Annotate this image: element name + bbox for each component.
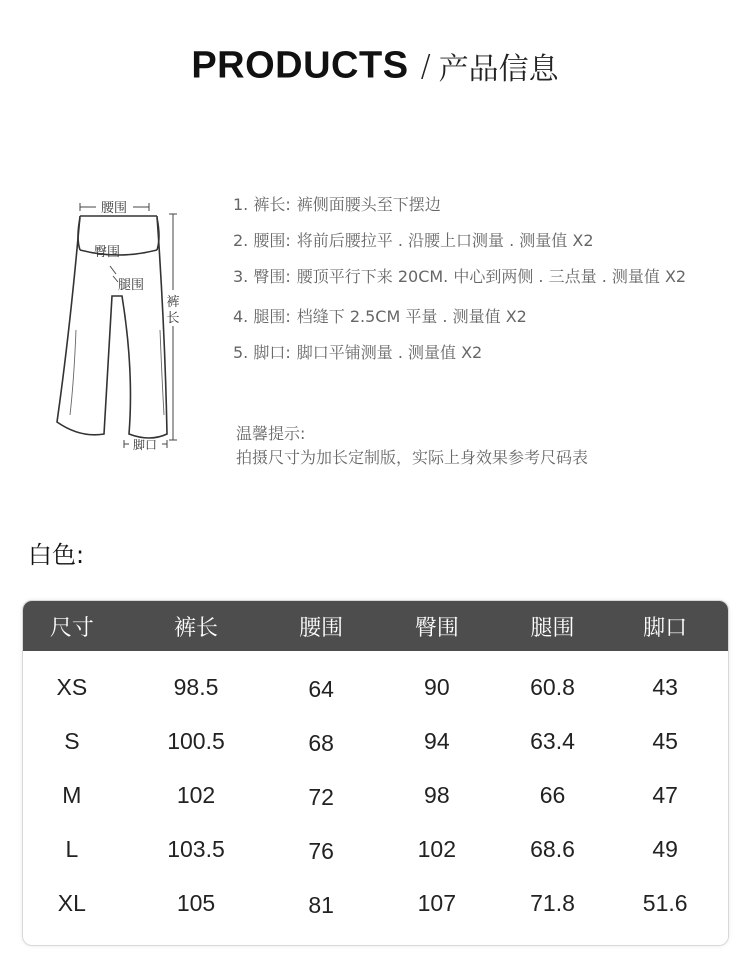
tip-box (236, 422, 588, 470)
length-measure-line (169, 214, 177, 440)
note-hem: 5. 脚口: 脚口平铺测量 . 测量值 X2 (233, 343, 483, 362)
header-waist: 腰围 (299, 615, 344, 641)
header-size: 尺寸 (49, 615, 94, 641)
note-length: 1. 裤长: 裤侧面腰头至下摆边 (233, 195, 441, 214)
table-row: L 103.5 76 102 68.6 49 (65, 835, 678, 864)
title-separator: / (420, 48, 431, 84)
length-label-1: 裤 (166, 295, 180, 310)
hem-label: 脚口 (132, 438, 158, 452)
table-header (23, 601, 728, 651)
title-english: PRODUCTS (191, 44, 409, 87)
table-row: S 100.5 68 94 63.4 45 (64, 727, 678, 756)
page-title (0, 44, 750, 88)
table-row: M 102 72 98 66 47 (62, 781, 678, 810)
pants-measurement-diagram (40, 190, 200, 460)
size-table (22, 600, 729, 946)
note-hip: 3. 臀围: 腰顶平行下来 20CM. 中心到两侧 . 三点量 . 测量值 X2 (233, 267, 687, 286)
thigh-label: 腿围 (118, 278, 145, 293)
waist-label: 腰围 (100, 201, 128, 216)
table-body (23, 651, 728, 930)
table-row: XL 105 81 107 71.8 51.6 (57, 889, 688, 918)
length-label-2: 长 (166, 311, 180, 326)
header-hem: 脚口 (643, 615, 688, 641)
header-length: 裤长 (174, 615, 219, 641)
title-chinese: 产品信息 (438, 52, 559, 87)
color-section-label: 白色: (28, 541, 85, 569)
note-thigh: 4. 腿围: 档缝下 2.5CM 平量 . 测量值 X2 (233, 307, 527, 326)
tip-title: 温馨提示: (236, 424, 306, 443)
hip-label: 臀围 (94, 245, 121, 260)
tip-text: 拍摄尺寸为加长定制版，实际上身效果参考尺码表 (236, 448, 589, 467)
table-row: XS 98.5 64 90 60.8 43 (56, 673, 678, 702)
note-waist: 2. 腰围: 将前后腰拉平 . 沿腰上口测量 . 测量值 X2 (233, 231, 594, 250)
header-thigh: 腿围 (530, 615, 575, 641)
header-hip: 臀围 (414, 615, 459, 641)
